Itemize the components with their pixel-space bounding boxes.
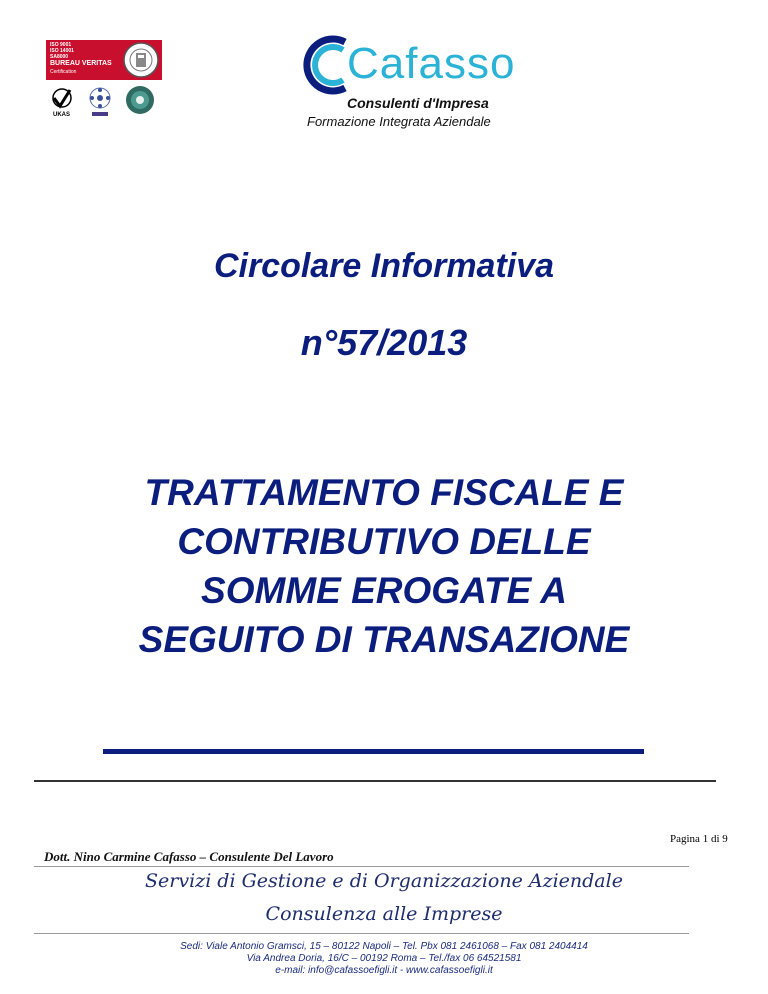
bureau-veritas-seal-icon [122,41,160,79]
footer-rule-bottom [34,933,689,934]
logo-tagline-formazione: Formazione Integrata Aziendale [307,114,491,129]
title-underline [103,749,644,754]
author-line: Dott. Nino Carmine Cafasso – Consulente Del Lavoro [44,849,334,864]
accredia-icon [126,86,154,114]
address-napoli: Sedi: Viale Antonio Gramsci, 15 – 80122 Napoli – Tel. Pbx 081 2461068 – Fax 081 2404414 [180,941,588,952]
document-heading: Circolare Informativa [213,247,555,285]
footer-rule-top [34,866,689,867]
iso-line: ISO 14001 [50,48,74,54]
subject-line: CONTRIBUTIVO DELLE [177,521,591,562]
consulting-line: Consulenza alle Imprese [265,903,503,925]
iso-line: ISO 9001 [50,42,72,48]
iso-line: SA8000 [50,54,69,60]
bureau-veritas-label: BUREAU VERITAS [50,60,112,67]
bureau-veritas-badge [46,40,162,80]
subject-line: TRATTAMENTO FISCALE E [144,472,624,513]
contact-email-web: e-mail: info@cafassoefigli.it - www.cafassoefigli.it [275,965,493,976]
subject-line: SOMME EROGATE A [201,570,567,611]
services-line: Servizi di Gestione e di Organizzazione Aziendale [145,870,623,892]
svg-text:UKAS: UKAS [53,112,71,118]
section-divider [34,780,716,782]
certification-logos [46,40,164,122]
ukas-icon [53,89,71,118]
subject-line: SEGUITO DI TRANSAZIONE [138,619,630,660]
page-number: Pagina 1 di 9 [670,833,728,845]
logo-wordmark: Cafasso [347,39,516,88]
certification-label: Certification [50,69,77,75]
cafasso-logo [295,32,565,132]
subject-title [0,468,768,664]
accreditation-icons [50,84,162,120]
address-roma: Via Andrea Doria, 16/C – 00192 Roma – Tel./fax 06 64521581 [246,953,522,964]
logo-tagline-consulenti: Consulenti d'Impresa [347,95,489,111]
cafasso-c-mark-icon [295,32,355,98]
iqnet-icon [90,88,110,116]
circular-number: n°57/2013 [300,322,468,363]
